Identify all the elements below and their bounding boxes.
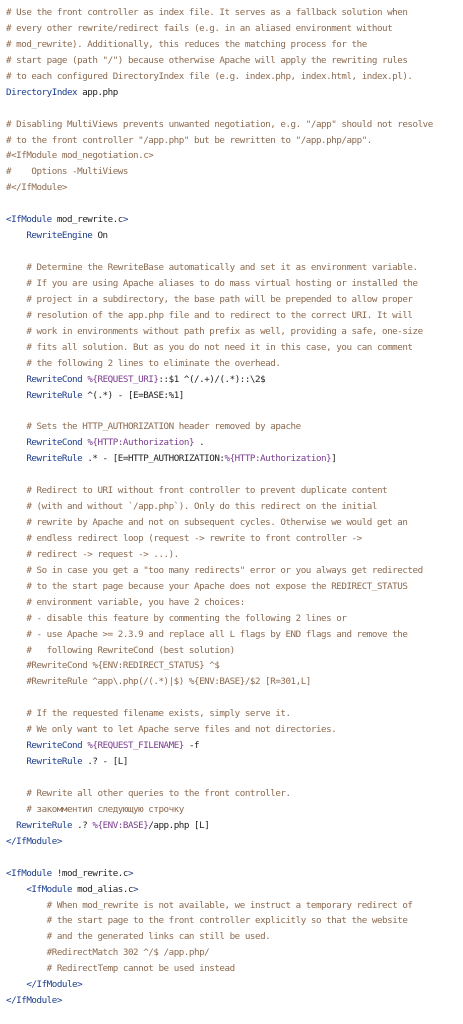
text-token: [6, 565, 26, 576]
code-line: [6, 260, 463, 276]
code-line: [6, 101, 463, 117]
code-line: [6, 340, 463, 356]
text-token: .?: [72, 819, 93, 831]
comment-token: # every other rewrite/redirect fails (e.g. in an aliased environment without: [6, 22, 393, 34]
text-token: [6, 437, 26, 448]
tag-token: >: [122, 214, 128, 226]
comment-token: # environment variable, you have 2 choices:: [26, 596, 245, 608]
comment-token: # following RewriteCond (best solution): [26, 644, 235, 656]
code-line: [6, 611, 463, 627]
text-token: [6, 740, 26, 751]
code-line: [6, 69, 463, 85]
code-line: [6, 770, 463, 786]
directive-token: RewriteRule: [26, 389, 83, 401]
code-line: [6, 674, 463, 690]
comment-token: # and the generated links can still be used.: [46, 931, 271, 943]
comment-token: #RedirectMatch 302 ^/$ /app.php/: [46, 947, 210, 959]
text-token: [6, 533, 26, 544]
code-line: [6, 866, 463, 882]
code-line: [6, 802, 463, 818]
text-token: [6, 358, 26, 369]
code-line: [6, 451, 463, 467]
comment-token: #<IfModule mod_negotiation.c>: [6, 150, 154, 162]
comment-token: # to the front controller "/app.php" but be rewritten to "/app.php/app".: [6, 134, 372, 146]
comment-token: # the start page to the front controller explicitly so that the website: [46, 915, 408, 927]
code-line: [6, 244, 463, 260]
comment-token: # So in case you get a "too many redirects" error or you always get redirected: [26, 564, 423, 576]
text-token: /app.php [L]: [148, 819, 210, 831]
comment-token: # endless redirect loop (request -> rewrite to front controller ->: [26, 532, 362, 544]
text-token: [6, 963, 47, 974]
code-line: [6, 595, 463, 611]
directive-token: RewriteRule: [26, 453, 83, 465]
variable-token: %{HTTP:Authorization}: [87, 437, 195, 449]
text-token: [6, 421, 26, 432]
text-token: [6, 915, 47, 926]
code-line: [6, 196, 463, 212]
text-token: [6, 581, 26, 592]
text-token: [6, 947, 47, 958]
text-token: [6, 517, 26, 528]
comment-token: # rewrite by Apache and not on subsequent cycles. Otherwise we would get an: [26, 517, 408, 528]
variable-token: %{ENV:BASE}: [92, 819, 149, 831]
code-line: [6, 579, 463, 595]
text-token: [6, 549, 26, 560]
comment-token: #RewriteCond %{ENV:REDIRECT_STATUS} ^$: [26, 660, 220, 672]
code-line: [6, 913, 463, 929]
text-token: [6, 660, 26, 671]
code-line: [6, 706, 463, 722]
tag-token: <IfModule: [26, 883, 73, 895]
text-token: [6, 788, 26, 799]
comment-token: # Disabling MultiViews prevents unwanted negotiation, e.g. "/app" should not resolve: [6, 118, 433, 130]
comment-token: # fits all solution. But as you do not need it in this case, you can comment: [26, 341, 413, 353]
text-token: !mod_rewrite.c: [51, 867, 128, 879]
text-token: [6, 820, 16, 831]
text-token: [6, 230, 26, 241]
code-line: [6, 356, 463, 372]
code-line: [6, 388, 463, 404]
code-line: [6, 292, 463, 308]
text-token: .? - [L]: [82, 756, 128, 768]
text-token: mod_rewrite.c: [51, 214, 123, 226]
tag-token: <IfModule: [6, 214, 52, 226]
code-line: [6, 690, 463, 706]
text-token: [6, 374, 26, 385]
comment-token: # Use the front controller as index file. It serves as a fallback solution when: [6, 7, 408, 18]
code-line: [6, 515, 463, 531]
tag-token: </IfModule>: [26, 979, 83, 991]
code-line: [6, 276, 463, 292]
comment-token: # Options -MultiViews: [6, 166, 128, 178]
text-token: [6, 278, 26, 289]
directive-token: RewriteRule: [16, 819, 73, 831]
code-line: [6, 53, 463, 69]
text-token: [6, 645, 26, 656]
text-token: [6, 724, 26, 735]
text-token: [6, 900, 47, 911]
text-token: [6, 294, 26, 305]
code-line: [6, 180, 463, 196]
text-token: [6, 613, 26, 624]
text-token: [6, 884, 26, 895]
text-token: [6, 485, 26, 496]
code-line: [6, 37, 463, 53]
code-line: [6, 834, 463, 850]
code-line: [6, 212, 463, 228]
code-line: [6, 531, 463, 547]
directive-token: RewriteCond: [26, 373, 83, 385]
code-line: [6, 435, 463, 451]
code-line: [6, 117, 463, 133]
code-line: [6, 483, 463, 499]
code-line: [6, 643, 463, 659]
comment-token: # When mod_rewrite is not available, we instruct a temporary redirect of: [46, 899, 413, 911]
comment-token: #</IfModule>: [6, 182, 67, 194]
text-token: [6, 979, 26, 990]
text-token: ::$1 ^(/.+)/(.*)::\2$: [158, 373, 266, 385]
text-token: [6, 756, 26, 767]
code-line: [6, 133, 463, 149]
code-line: [6, 754, 463, 770]
directive-token: RewriteEngine: [26, 230, 93, 242]
comment-token: # Sets the HTTP_AUTHORIZATION header removed by apache: [26, 421, 301, 433]
comment-token: #RewriteRule ^app\.php(/(.*)|$) %{ENV:BASE}/$2 [R=301,L]: [26, 676, 311, 688]
code-line: [6, 882, 463, 898]
tag-token: >: [127, 867, 134, 879]
code-line: [6, 786, 463, 802]
comment-token: # - disable this feature by commenting the following 2 lines or: [26, 612, 347, 624]
comment-token: # start page (path "/") because otherwise Apache will apply the rewriting rules: [6, 54, 408, 66]
code-line: [6, 722, 463, 738]
comment-token: # resolution of the app.php file and to redirect to the correct URI. It will: [26, 309, 413, 321]
text-token: [6, 804, 26, 815]
code-line: [6, 467, 463, 483]
text-token: [6, 453, 26, 464]
variable-token: %{HTTP:Authorization}: [224, 453, 332, 465]
code-line: [6, 850, 463, 866]
code-line: [6, 324, 463, 340]
text-token: [6, 708, 26, 719]
code-line: [6, 148, 463, 164]
comment-token: # We only want to let Apache serve files and not directories.: [26, 724, 337, 736]
variable-token: %{REQUEST_URI}: [87, 373, 159, 385]
directive-token: RewriteCond: [26, 740, 83, 752]
code-line: [6, 21, 463, 37]
text-token: [6, 310, 26, 321]
comment-token: # закомментил следующую строчку: [26, 803, 184, 815]
tag-token: </IfModule>: [6, 995, 62, 1007]
text-token: [6, 326, 26, 337]
directive-token: RewriteCond: [26, 437, 83, 449]
comment-token: # the following 2 lines to eliminate the overhead.: [26, 357, 281, 369]
code-line: [6, 164, 463, 180]
code-line: [6, 961, 463, 977]
variable-token: %{REQUEST_FILENAME}: [87, 740, 184, 752]
text-token: [6, 931, 47, 942]
text-token: ]: [331, 453, 337, 465]
code-line: [6, 945, 463, 961]
code-line: [6, 372, 463, 388]
code-line: [6, 738, 463, 754]
code-line: [6, 499, 463, 515]
comment-token: # Redirect to URI without front controller to prevent duplicate content: [26, 485, 388, 497]
text-token: On: [92, 230, 108, 242]
code-line: [6, 993, 463, 1009]
code-line: [6, 308, 463, 324]
comment-token: # Determine the RewriteBase automatically and set it as environment variable.: [26, 262, 418, 273]
code-line: [6, 5, 463, 21]
code-line: [6, 85, 463, 101]
text-token: [6, 629, 26, 640]
text-token: .: [194, 437, 205, 449]
text-token: [6, 501, 26, 512]
comment-token: # If the requested filename exists, simply serve it.: [26, 708, 291, 720]
code-line: [6, 658, 463, 674]
comment-token: # Rewrite all other queries to the front controller.: [26, 787, 291, 799]
comment-token: # - use Apache >= 2.3.9 and replace all L flags by END flags and remove the: [26, 628, 408, 640]
comment-token: # to each configured DirectoryIndex file (e.g. index.php, index.html, index.pl).: [6, 70, 413, 82]
code-line: [6, 977, 463, 993]
text-token: ^(.*) - [E=BASE:%1]: [82, 389, 184, 401]
directive-token: DirectoryIndex: [6, 86, 78, 98]
code-line: [6, 563, 463, 579]
text-token: app.php: [77, 86, 118, 98]
text-token: [6, 597, 26, 608]
directive-token: RewriteRule: [26, 756, 83, 768]
code-line: [6, 898, 463, 914]
text-token: mod_alias.c: [72, 883, 134, 895]
text-token: [6, 262, 26, 273]
code-line: [6, 228, 463, 244]
text-token: [6, 390, 26, 401]
comment-token: # to the start page because your Apache does not expose the REDIRECT_STATUS: [26, 580, 408, 592]
tag-token: <IfModule: [6, 867, 52, 879]
text-token: .* - [E=HTTP_AUTHORIZATION:: [82, 453, 225, 465]
code-line: [6, 627, 463, 643]
comment-token: # redirect -> request -> ...).: [26, 548, 179, 560]
tag-token: </IfModule>: [6, 835, 62, 847]
code-line: [6, 403, 463, 419]
comment-token: # (with and without `/app.php`). Only do this redirect on the initial: [26, 501, 377, 513]
code-line: [6, 818, 463, 834]
text-token: [6, 342, 26, 353]
text-token: [6, 676, 26, 687]
comment-token: # mod_rewrite). Additionally, this reduces the matching process for the: [6, 38, 367, 50]
comment-token: # RedirectTemp cannot be used instead: [46, 963, 235, 975]
comment-token: # work in environments without path prefix as well, providing a safe, one-size: [26, 325, 423, 337]
tag-token: >: [133, 883, 139, 895]
text-token: -f: [183, 740, 200, 752]
comment-token: # If you are using Apache aliases to do mass virtual hosting or installed the: [26, 277, 418, 289]
comment-token: # project in a subdirectory, the base path will be prepended to allow proper: [26, 293, 413, 305]
code-line: [6, 419, 463, 435]
code-line: [6, 547, 463, 563]
code-line: [6, 929, 463, 945]
